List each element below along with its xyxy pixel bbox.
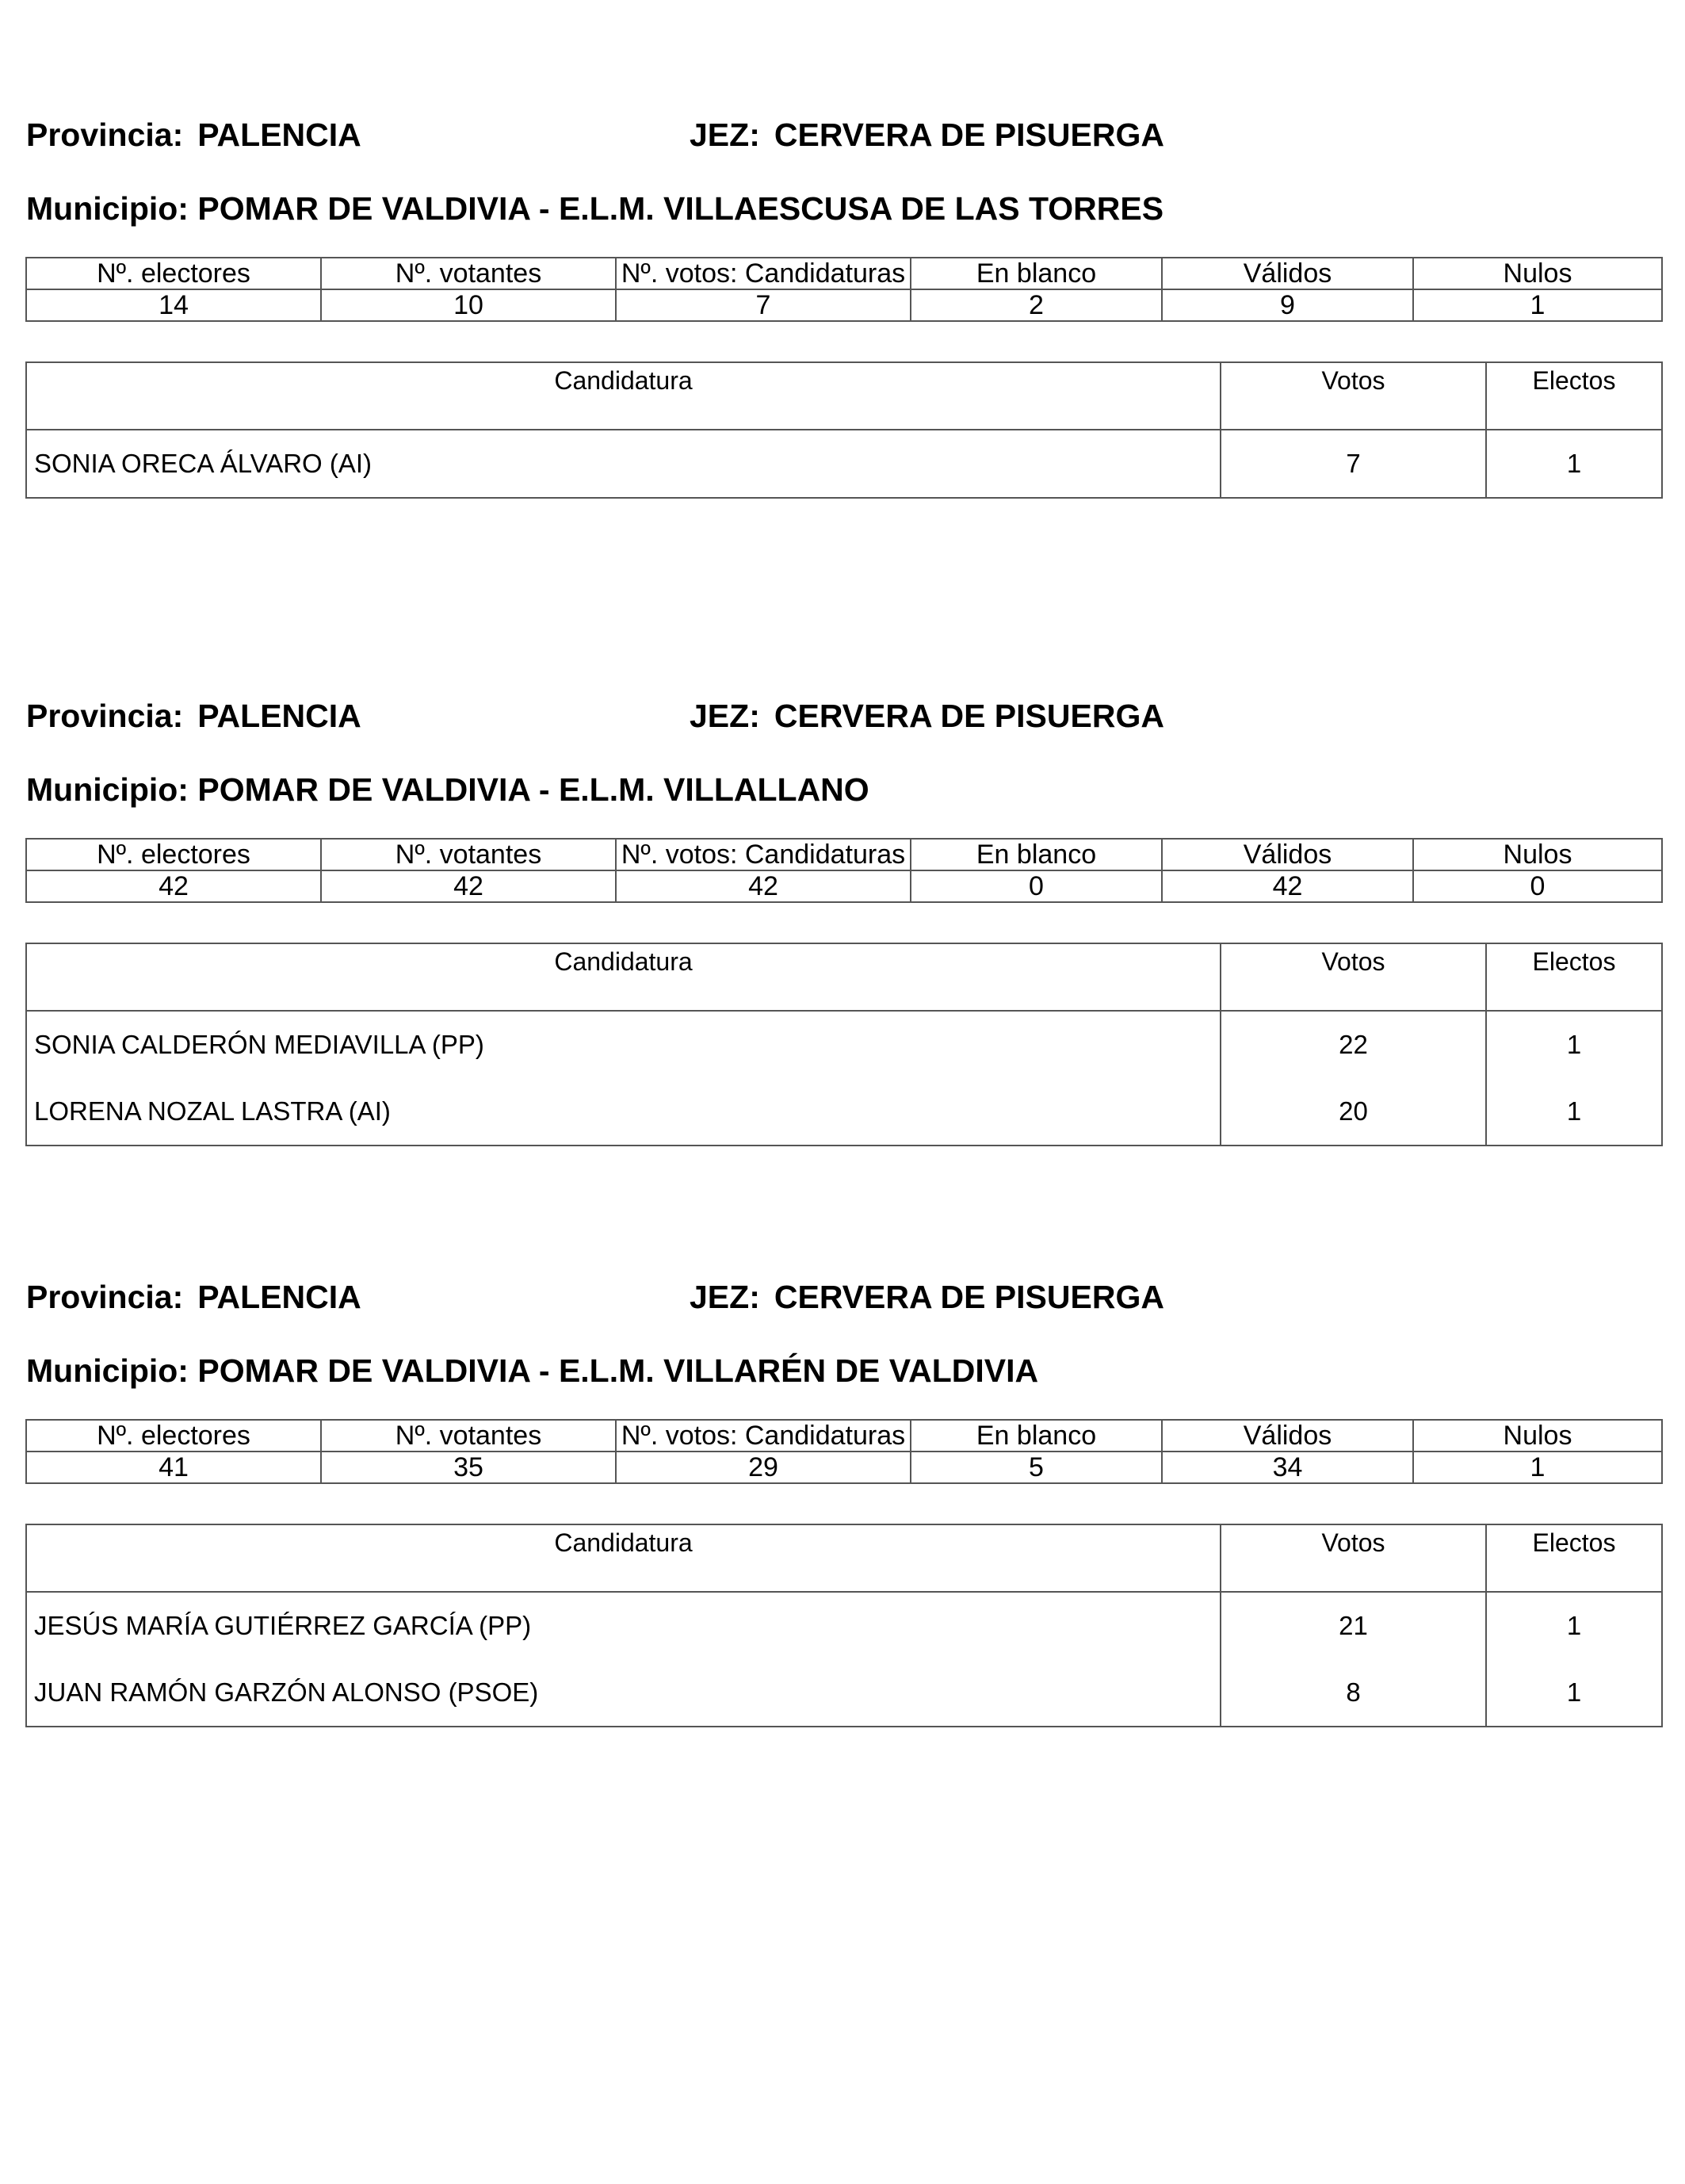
- candidate-row: [26, 1078, 1662, 1146]
- provincia-line: [26, 697, 361, 735]
- stats-table: [25, 838, 1663, 903]
- header-candidatura: Candidatura: [26, 1524, 1221, 1592]
- candidates-header-row: [26, 362, 1662, 430]
- stats-value-row: [26, 289, 1662, 321]
- jez-line: [690, 1278, 1164, 1316]
- municipio-label: Municipio:: [26, 771, 189, 808]
- header-electos: Electos: [1486, 1524, 1662, 1592]
- stats-header-row: [26, 258, 1662, 289]
- stat-header-validos: Válidos: [1162, 1420, 1413, 1452]
- candidate-electos: 1: [1486, 1011, 1662, 1078]
- stat-votantes: 35: [321, 1452, 616, 1483]
- stat-en-blanco: 2: [911, 289, 1162, 321]
- stats-header-row: [26, 839, 1662, 870]
- jez-value: CERVERA DE PISUERGA: [774, 1279, 1164, 1315]
- stat-electores: 14: [26, 289, 321, 321]
- jez-line: [690, 116, 1164, 154]
- municipio-label: Municipio:: [26, 190, 189, 227]
- candidates-header-row: [26, 1524, 1662, 1592]
- stat-header-en-blanco: En blanco: [911, 258, 1162, 289]
- candidate-votos: 20: [1221, 1078, 1486, 1146]
- candidate-row: [26, 1659, 1662, 1727]
- municipio-value: POMAR DE VALDIVIA - E.L.M. VILLARÉN DE VALDIVIA: [197, 1352, 1039, 1389]
- municipio-line: [26, 771, 869, 809]
- result-section: [0, 0, 1685, 478]
- stat-validos: 9: [1162, 289, 1413, 321]
- candidate-electos: 1: [1486, 1592, 1662, 1659]
- stat-electores: 41: [26, 1452, 321, 1483]
- stat-nulos: 1: [1413, 1452, 1662, 1483]
- stats-value-row: [26, 1452, 1662, 1483]
- provincia-label: Provincia:: [26, 1279, 184, 1315]
- stat-header-validos: Válidos: [1162, 258, 1413, 289]
- candidate-row: [26, 1592, 1662, 1659]
- municipio-label: Municipio:: [26, 1352, 189, 1389]
- stat-votantes: 42: [321, 870, 616, 902]
- stat-nulos: 0: [1413, 870, 1662, 902]
- stats-table: [25, 257, 1663, 322]
- jez-line: [690, 697, 1164, 735]
- jez-value: CERVERA DE PISUERGA: [774, 698, 1164, 734]
- header-electos: Electos: [1486, 943, 1662, 1011]
- municipio-line: [26, 1352, 1038, 1390]
- candidate-votos: 22: [1221, 1011, 1486, 1078]
- provincia-value: PALENCIA: [197, 1279, 361, 1315]
- jez-label: JEZ:: [690, 1279, 760, 1315]
- provincia-label: Provincia:: [26, 698, 184, 734]
- municipio-line: [26, 189, 1163, 228]
- stat-header-votos-candidaturas: Nº. votos: Candidaturas: [616, 1420, 911, 1452]
- jez-value: CERVERA DE PISUERGA: [774, 117, 1164, 153]
- header-candidatura: Candidatura: [26, 943, 1221, 1011]
- header-candidatura: Candidatura: [26, 362, 1221, 430]
- stat-header-votos-candidaturas: Nº. votos: Candidaturas: [616, 258, 911, 289]
- stat-votos-candidaturas: 7: [616, 289, 911, 321]
- candidate-votos: 8: [1221, 1659, 1486, 1727]
- result-section: [0, 581, 1685, 1126]
- jez-label: JEZ:: [690, 698, 760, 734]
- candidate-name: SONIA CALDERÓN MEDIAVILLA (PP): [26, 1011, 1221, 1078]
- candidates-table: [25, 1524, 1663, 1727]
- provincia-line: [26, 1278, 361, 1316]
- stats-value-row: [26, 870, 1662, 902]
- candidate-electos: 1: [1486, 430, 1662, 498]
- stat-header-votantes: Nº. votantes: [321, 258, 616, 289]
- candidate-row: [26, 1011, 1662, 1078]
- header-votos: Votos: [1221, 362, 1486, 430]
- candidates-header-row: [26, 943, 1662, 1011]
- header-electos: Electos: [1486, 362, 1662, 430]
- stat-en-blanco: 5: [911, 1452, 1162, 1483]
- stat-header-votantes: Nº. votantes: [321, 1420, 616, 1452]
- stat-header-electores: Nº. electores: [26, 258, 321, 289]
- municipio-value: POMAR DE VALDIVIA - E.L.M. VILLAESCUSA DE LAS TORRES: [197, 190, 1164, 227]
- stat-header-en-blanco: En blanco: [911, 839, 1162, 870]
- candidate-electos: 1: [1486, 1659, 1662, 1727]
- stat-votos-candidaturas: 29: [616, 1452, 911, 1483]
- header-votos: Votos: [1221, 943, 1486, 1011]
- stat-header-nulos: Nulos: [1413, 258, 1662, 289]
- stat-nulos: 1: [1413, 289, 1662, 321]
- stat-header-votantes: Nº. votantes: [321, 839, 616, 870]
- stat-validos: 42: [1162, 870, 1413, 902]
- stat-header-electores: Nº. electores: [26, 1420, 321, 1452]
- municipio-value: POMAR DE VALDIVIA - E.L.M. VILLALLANO: [197, 771, 869, 808]
- candidate-name: JESÚS MARÍA GUTIÉRREZ GARCÍA (PP): [26, 1592, 1221, 1659]
- provincia-value: PALENCIA: [197, 117, 361, 153]
- provincia-label: Provincia:: [26, 117, 184, 153]
- candidate-votos: 21: [1221, 1592, 1486, 1659]
- stats-table: [25, 1419, 1663, 1484]
- jez-label: JEZ:: [690, 117, 760, 153]
- stats-header-row: [26, 1420, 1662, 1452]
- header-votos: Votos: [1221, 1524, 1486, 1592]
- stat-votos-candidaturas: 42: [616, 870, 911, 902]
- stat-votantes: 10: [321, 289, 616, 321]
- candidate-name: SONIA ORECA ÁLVARO (AI): [26, 430, 1221, 498]
- candidates-table: [25, 943, 1663, 1146]
- candidates-table: [25, 361, 1663, 499]
- candidate-name: JUAN RAMÓN GARZÓN ALONSO (PSOE): [26, 1659, 1221, 1727]
- provincia-value: PALENCIA: [197, 698, 361, 734]
- candidate-row: [26, 430, 1662, 498]
- candidate-votos: 7: [1221, 430, 1486, 498]
- provincia-line: [26, 116, 361, 154]
- stat-en-blanco: 0: [911, 870, 1162, 902]
- stat-header-nulos: Nulos: [1413, 839, 1662, 870]
- stat-header-nulos: Nulos: [1413, 1420, 1662, 1452]
- candidate-name: LORENA NOZAL LASTRA (AI): [26, 1078, 1221, 1146]
- stat-header-validos: Válidos: [1162, 839, 1413, 870]
- stat-header-votos-candidaturas: Nº. votos: Candidaturas: [616, 839, 911, 870]
- stat-header-electores: Nº. electores: [26, 839, 321, 870]
- stat-validos: 34: [1162, 1452, 1413, 1483]
- stat-electores: 42: [26, 870, 321, 902]
- candidate-electos: 1: [1486, 1078, 1662, 1146]
- result-section: [0, 1162, 1685, 1707]
- stat-header-en-blanco: En blanco: [911, 1420, 1162, 1452]
